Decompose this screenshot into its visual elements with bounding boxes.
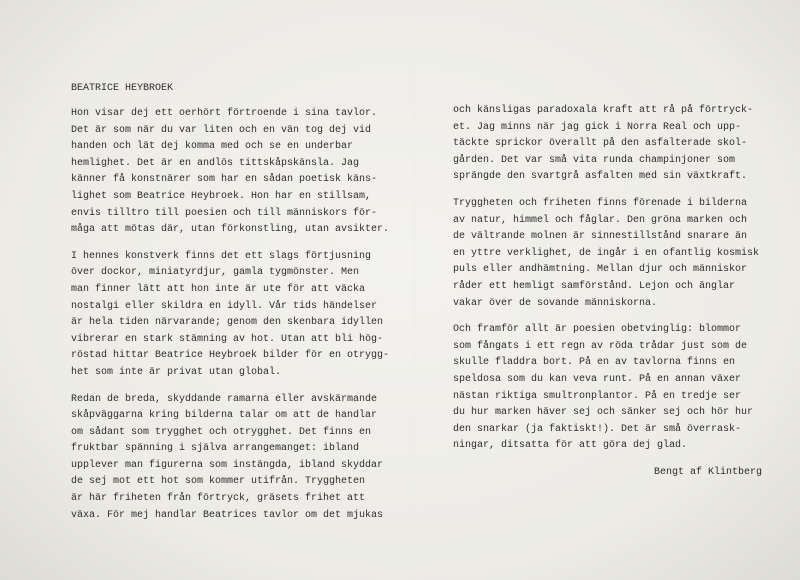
signature: Bengt af Klintberg [653, 466, 762, 478]
text-line: över dockor, miniatyrdjur, gamla tygmönster. Men [71, 267, 360, 279]
text-line: I hennes konstverk finns det ett slags förtjusning [71, 250, 372, 262]
text-line: som fångats i ett regn av röda trådar just som de [453, 340, 748, 352]
text-line: speldosa som du kan veva runt. På en annan växer [453, 373, 742, 385]
text-line: täckte sprickor överallt på den asfalterade skol- [453, 138, 748, 150]
text-line: Det är som när du var liten och en vän tog dej vid [71, 124, 372, 136]
text-line: du hur marken häver sej och sänker sej och hör hur [453, 407, 754, 419]
text-line: gården. Det var små vita runda champinjoner som [453, 154, 736, 166]
paragraph [453, 322, 762, 455]
text-line: måga att mötas där, utan förkonstling, utan avsikter. [71, 224, 390, 236]
text-line: vakar över de sovande människorna. [453, 297, 658, 309]
text-line: känner få konstnärer som har en sådan poetisk käns- [71, 174, 378, 186]
paragraph [71, 392, 389, 525]
text-line: man finner lätt att hon inte är ute för att väcka [71, 283, 366, 295]
text-line: envis tilltro till poesien och till människors för- [71, 207, 378, 219]
text-line: den snarkar (ja faktiskt!). Det är små överrask- [453, 423, 742, 435]
text-line: Och framför allt är poesien obetvinglig: blommor [453, 324, 742, 336]
text-line: et. Jag minns när jag gick i Norra Real och upp- [453, 121, 742, 133]
paragraph [71, 249, 389, 382]
text-line: het som inte är privat utan global. [71, 366, 282, 378]
right-column [453, 103, 762, 481]
text-line: om sådant som trygghet och otrygghet. Det finns en [71, 426, 372, 438]
text-line: skulle fladdra bort. På en av tavlorna finns en [453, 357, 736, 369]
text-line: skåpväggarna kring bilderna talar om att de handlar [71, 410, 378, 422]
text-line: de sej mot ett hot som kommer utifrån. Tryggheten [71, 476, 366, 488]
text-line: lighet som Beatrice Heybroek. Hon har en stillsam, [71, 190, 372, 202]
text-line: ningar, ditsatta för att göra dej glad. [453, 440, 688, 452]
text-line: är här friheten från förtryck, gräsets frihet att [71, 493, 366, 505]
text-line: är hela tiden närvarande; genom den skenbara idyllen [71, 317, 384, 329]
text-line: Tryggheten och friheten finns förenade i bilderna [453, 197, 748, 209]
text-line: och känsligas paradoxala kraft att rå på förtryck- [453, 105, 754, 116]
text-line: röstad hittar Beatrice Heybroek bilder för en otrygg- [71, 350, 390, 362]
paragraph [453, 196, 762, 312]
text-line: en yttre verklighet, de ingår i en ofantlig kosmisk [453, 247, 760, 259]
page-fold [414, 0, 416, 580]
text-line: handen och lät dej komma med och se en underbar [71, 141, 354, 153]
text-line: av natur, himmel och fåglar. Den gröna marken och [453, 214, 748, 226]
text-line: hemlighet. Det är en andlös tittskåpskänsla. Jag [71, 157, 360, 169]
text-line: puls eller andhämtning. Mellan djur och människor [453, 264, 748, 276]
text-line: de vältrande molnen är sinnestillstånd snarare än [453, 231, 748, 243]
text-line: vibrerar en stark stämning av hot. Utan att bli hög- [71, 333, 384, 345]
document-title: BEATRICE HEYBROEK [71, 83, 174, 94]
text-line: nästan riktiga smultronplantor. På en tredje ser [453, 390, 742, 402]
text-line: växa. För mej handlar Beatrices tavlor om det mjukas [71, 509, 384, 521]
text-line: Redan de breda, skyddande ramarna eller avskärmande [71, 393, 378, 405]
text-line: sprängde den svartgrå asfalten med sin växtkraft. [453, 171, 748, 183]
text-line: råder ett hemligt samförstånd. Lejon och änglar [453, 280, 736, 292]
text-line: Hon visar dej ett oerhört förtroende i sina tavlor. [71, 108, 378, 119]
text-line: nostalgi eller skildra en idyll. Vår tids händelser [71, 300, 378, 312]
left-column [71, 106, 389, 534]
paragraph [71, 106, 389, 239]
text-line: upplever man figurerna som instängda, ibland skyddar [71, 459, 384, 471]
paragraph [453, 103, 762, 186]
text-line: fruktbar spänning i själva arrangemanget: ibland [71, 443, 360, 455]
